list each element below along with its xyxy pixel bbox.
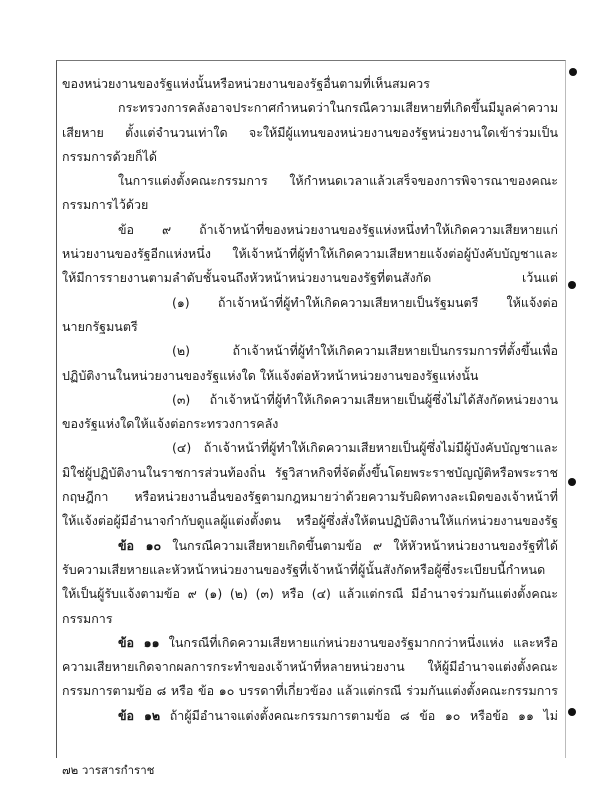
text-line: กรรมการตามข้อ ๘ หรือ ข้อ ๑๐ บรรดาที่เกี่ยวข้อง แล้วแต่กรณี ร่วมกันแต่งตั้งคณะกรรมการ — [62, 683, 558, 699]
page-footer: ๗๒ วารสารกำราช — [62, 763, 155, 777]
text-line: กฤษฎีกา หรือหน่วยงานอื่นของรัฐตามกฎหมายว่าด้วยความรับผิดทางละเมิดของเจ้าหน้าที่ — [62, 489, 558, 505]
article-text: ถ้าผู้มีอำนาจแต่งตั้งคณะกรรมการตามข้อ ๘ ข้อ ๑๐ หรือข้อ ๑๑ ไม่ — [160, 707, 558, 723]
text-line: ความเสียหายเกิดจากผลการกระทำของเจ้าหน้าที่หลายหน่วยงาน ให้ผู้มีอำนาจแต่งตั้งคณะ — [62, 659, 558, 675]
punch-hole — [569, 68, 577, 76]
text-line: รับความเสียหายและหัวหน้าหน่วยงานของรัฐที่เจ้าหน้าที่ผู้นั้นสังกัดหรือผู้ซึ่งระเบียบนี้กำหนด — [62, 561, 546, 577]
sub-item-line: (๑) ถ้าเจ้าหน้าที่ผู้ทำให้เกิดความเสียหายเป็นรัฐมนตรี ให้แจ้งต่อ — [172, 294, 558, 310]
article-11-heading-line — [62, 631, 558, 655]
text-line: มิใช่ผู้ปฏิบัติงานในราชการส่วนท้องถิ่น รัฐวิสาหกิจที่จัดตั้งขึ้นโดยพระราชบัญญัติหรือพระราช — [62, 464, 558, 480]
text-line: ปฏิบัติงานในหน่วยงานของรัฐแห่งใด ให้แจ้งต่อหัวหน้าหน่วยงานของรัฐแห่งนั้น — [62, 367, 479, 383]
text-line: ให้มีการรายงานตามลำดับชั้นจนถึงหัวหน้าหน่วยงานของรัฐที่ตนสังกัด เว้นแต่ — [62, 270, 558, 286]
article-number: ข้อ ๑๑ — [118, 634, 160, 650]
text-line: กรรมการไว้ด้วย — [62, 197, 149, 213]
article-12-heading-line — [62, 704, 558, 728]
punch-hole — [568, 708, 576, 716]
article-9-heading-line: ข้อ ๙ ถ้าเจ้าหน้าที่ของหน่วยงานของรัฐแห่งหนึ่งทำให้เกิดความเสียหายแก่ — [118, 221, 558, 237]
text-line: กรรมการด้วยก็ได้ — [62, 148, 157, 164]
text-line: กรรมการ — [62, 610, 113, 626]
sub-item-line: (๓) ถ้าเจ้าหน้าที่ผู้ทำให้เกิดความเสียหายเป็นผู้ซึ่งไม่ได้สังกัดหน่วยงาน — [172, 391, 558, 407]
text-line: ให้เป็นผู้รับแจ้งตามข้อ ๙ (๑) (๒) (๓) หรือ (๔) แล้วแต่กรณี มีอำนาจร่วมกันแต่งตั้งคณะ — [62, 586, 558, 602]
document-body — [62, 72, 558, 728]
article-number: ข้อ ๑๐ — [118, 537, 162, 553]
text-line: เสียหาย ตั้งแต่จำนวนเท่าใด จะให้มีผู้แทนของหน่วยงานของรัฐหน่วยงานใดเข้าร่วมเป็น — [62, 124, 558, 140]
article-10-heading-line — [62, 534, 558, 558]
sub-item-line: (๒) ถ้าเจ้าหน้าที่ผู้ทำให้เกิดความเสียหายเป็นกรรมการที่ตั้งขึ้นเพื่อ — [172, 343, 558, 359]
text-line: ของหน่วยงานของรัฐแห่งนั้นหรือหน่วยงานของรัฐอื่นตามที่เห็นสมควร — [62, 76, 430, 91]
text-line: ให้แจ้งต่อผู้มีอำนาจกำกับดูแลผู้แต่งตั้งตน หรือผู้ซึ่งสั่งให้ตนปฏิบัติงานให้แก่หน่วยงานของรัฐ — [62, 513, 558, 529]
text-line: ในการแต่งตั้งคณะกรรมการ ให้กำหนดเวลาแล้วเสร็จของการพิจารณาของคณะ — [118, 173, 558, 189]
text-line: หน่วยงานของรัฐอีกแห่งหนึ่ง ให้เจ้าหน้าที่ผู้ทำให้เกิดความเสียหายแจ้งต่อผู้บังคับบัญชาและ — [62, 246, 558, 262]
article-text: ในกรณีที่เกิดความเสียหายแก่หน่วยงานของรัฐมากกว่าหนึ่งแห่ง และหรือ — [159, 634, 558, 650]
text-line: ของรัฐแห่งใดให้แจ้งต่อกระทรวงการคลัง — [62, 416, 279, 432]
text-line: นายกรัฐมนตรี — [62, 318, 138, 334]
sub-item-line: (๔) ถ้าเจ้าหน้าที่ผู้ทำให้เกิดความเสียหายเป็นผู้ซึ่งไม่มีผู้บังคับบัญชาและ — [172, 440, 558, 456]
punch-hole — [568, 281, 576, 289]
punch-hole — [568, 478, 576, 486]
text-line: กระทรวงการคลังอาจประกาศกำหนดว่าในกรณีความเสียหายที่เกิดขึ้นมีมูลค่าความ — [118, 100, 558, 116]
article-number: ข้อ ๑๒ — [118, 707, 161, 723]
article-text: ในกรณีความเสียหายเกิดขึ้นตามข้อ ๙ ให้หัวหน้าหน่วยงานของรัฐที่ได้ — [161, 537, 558, 553]
